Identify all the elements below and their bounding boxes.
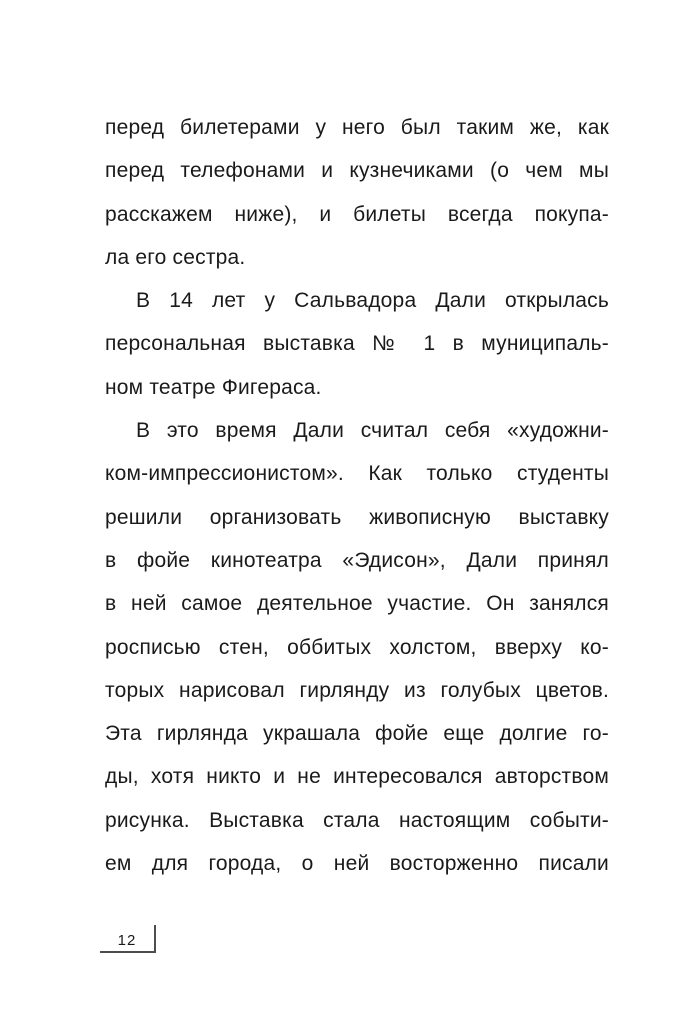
text-line: расскажем ниже), и билеты всегда покупа- [105, 202, 609, 226]
paragraph-3 [105, 409, 609, 885]
text-line: В 14 лет у Сальвадора Дали открылась [136, 289, 609, 313]
page-text-block [105, 106, 609, 885]
text-line: ком-импрессионистом». Как только студенты [105, 462, 609, 486]
text-line: торых нарисовал гирлянду из голубых цветов. [105, 678, 609, 702]
text-line: перед телефонами и кузнечиками (о чем мы [105, 159, 609, 183]
text-line: решили организовать живописную выставку [105, 505, 609, 529]
text-line: в фойе кинотеатра «Эдисон», Дали принял [105, 548, 609, 572]
text-line: ла его сестра. [105, 245, 246, 269]
text-line: рисунка. Выставка стала настоящим событи- [105, 808, 609, 832]
text-line: Эта гирлянда украшала фойе еще долгие го- [105, 722, 609, 746]
text-line: перед билетерами у него был таким же, как [105, 116, 609, 139]
text-line: в ней самое деятельное участие. Он занялся [105, 592, 609, 616]
text-line: ем для города, о ней восторженно писали [105, 852, 609, 876]
text-line: росписью стен, оббитых холстом, вверху ко- [105, 635, 609, 659]
text-line: В это время Дали считал себя «художни- [136, 419, 609, 443]
page-number: 12 [117, 932, 137, 949]
text-line: персональная выставка № 1 в муниципаль- [105, 332, 609, 356]
paragraph-1 [105, 106, 609, 279]
text-line: ном театре Фигераса. [105, 375, 322, 399]
page-number-corner-mark [100, 925, 156, 953]
text-line: ды, хотя никто и не интересовался авторством [105, 765, 609, 789]
paragraph-2 [105, 279, 609, 409]
